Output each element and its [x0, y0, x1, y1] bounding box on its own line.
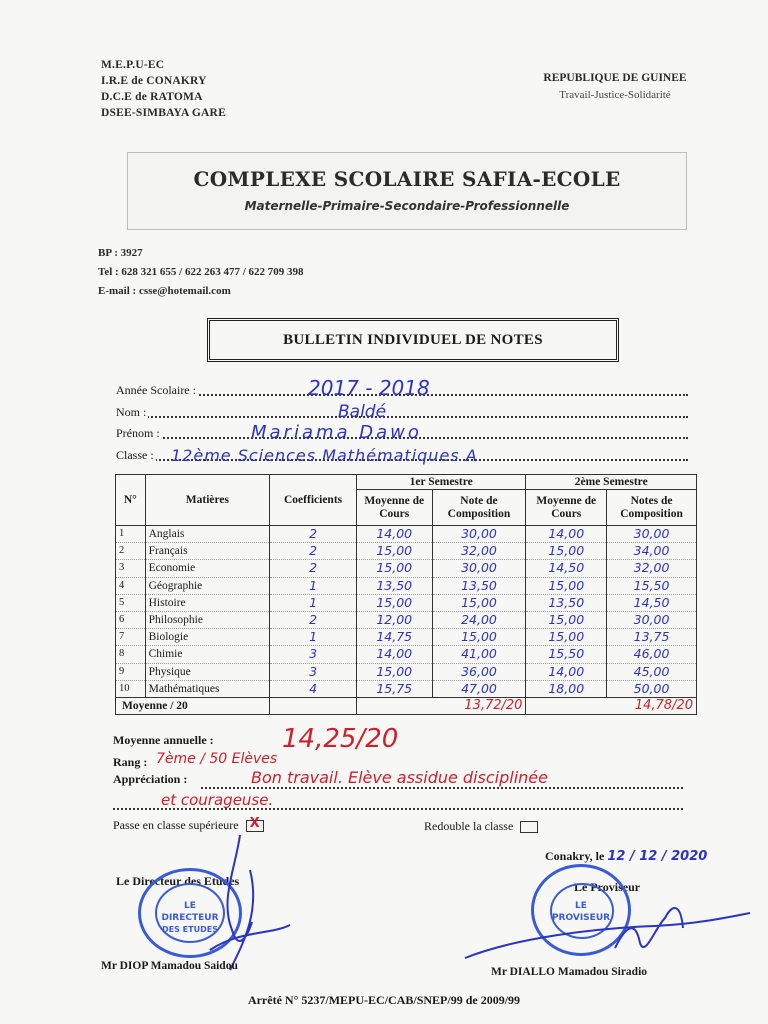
annee-label: Année Scolaire :	[116, 383, 196, 397]
appreciation-row-2	[113, 791, 683, 813]
prenom-label: Prénom :	[116, 426, 160, 440]
nom-value: Baldé	[338, 402, 387, 422]
row-s2-comp: 30,00	[607, 611, 697, 628]
ire-line: I.R.E de CONAKRY	[101, 75, 207, 87]
classe-label: Classe :	[116, 448, 154, 462]
row-s2-cours: 14,00	[526, 526, 607, 543]
average-label: Moyenne / 20	[116, 697, 270, 714]
country-name: REPUBLIQUE DE GUINEE	[543, 72, 687, 84]
appreciation-line1: Bon travail. Elève assidue disciplinée	[251, 768, 548, 787]
row-number: 10	[116, 680, 146, 697]
row-s2-comp: 30,00	[607, 526, 697, 543]
redouble-checkbox[interactable]	[520, 821, 538, 833]
row-subject: Anglais	[145, 526, 270, 543]
school-contact	[98, 244, 304, 301]
row-s2-comp: 45,00	[607, 663, 697, 680]
row-s1-comp: 41,00	[432, 646, 526, 663]
dsee-line: DSEE-SIMBAYA GARE	[101, 107, 226, 119]
row-s2-cours: 14,50	[526, 560, 607, 577]
footer-decree: Arrêté N° 5237/MEPU-EC/CAB/SNEP/99 de 2009/99	[247, 993, 521, 1007]
contact-bp: BP : 3927	[98, 247, 143, 259]
row-number: 3	[116, 560, 146, 577]
row-s1-comp: 47,00	[432, 680, 526, 697]
header-sem2: 2ème Semestre	[526, 475, 697, 490]
annee-value: 2017 - 2018	[308, 376, 430, 400]
row-coefficient: 2	[270, 526, 357, 543]
nom-row	[116, 400, 688, 422]
header-s2-moy: Moyenne de Cours	[526, 490, 607, 526]
row-s1-cours: 15,00	[356, 663, 432, 680]
proviseur-signature	[455, 888, 755, 978]
passe-checkbox[interactable]: X	[246, 820, 264, 832]
table-row	[116, 594, 697, 611]
average-row	[116, 697, 697, 714]
row-subject: Biologie	[145, 629, 270, 646]
row-coefficient: 4	[270, 680, 357, 697]
school-banner	[127, 152, 687, 230]
row-subject: Histoire	[145, 594, 270, 611]
rang-label: Rang :	[113, 755, 148, 769]
appreciation-row	[113, 768, 683, 792]
table-row	[116, 560, 697, 577]
header-s1-moy: Moyenne de Cours	[356, 490, 432, 526]
country-header	[525, 70, 705, 104]
row-s2-cours: 15,00	[526, 629, 607, 646]
row-subject: Français	[145, 543, 270, 560]
redouble-label: Redouble la classe	[424, 819, 514, 833]
row-number: 4	[116, 577, 146, 594]
directeur-title: Le Directeur des Etudes	[116, 874, 240, 888]
header-sem1: 1er Semestre	[356, 475, 525, 490]
table-row	[116, 646, 697, 663]
passe-label: Passe en classe supérieure	[113, 818, 239, 832]
row-s1-comp: 15,00	[432, 594, 526, 611]
row-number: 8	[116, 646, 146, 663]
appreciation-line2: et courageuse.	[161, 791, 274, 809]
row-subject: Economie	[145, 560, 270, 577]
row-coefficient: 3	[270, 663, 357, 680]
annee-row	[116, 378, 688, 400]
header-coef: Coefficients	[270, 475, 357, 526]
school-name: COMPLEXE SCOLAIRE SAFIA-ECOLE	[193, 167, 621, 191]
s1-average: 13,72/20	[356, 697, 525, 714]
row-s2-comp: 13,75	[607, 629, 697, 646]
header-matiere: Matières	[145, 475, 270, 526]
table-row	[116, 680, 697, 697]
proviseur-stamp: LE PROVISEUR	[531, 864, 631, 956]
row-s2-comp: 46,00	[607, 646, 697, 663]
contact-tel: Tel : 628 321 655 / 622 263 477 / 622 709 398	[98, 266, 304, 278]
row-s1-comp: 36,00	[432, 663, 526, 680]
annuelle-label: Moyenne annuelle :	[113, 733, 214, 747]
date-label: Conakry, le	[545, 849, 605, 863]
directeur-signature	[150, 830, 310, 980]
grades-table	[115, 474, 697, 715]
row-s1-comp: 24,00	[432, 611, 526, 628]
row-s2-comp: 14,50	[607, 594, 697, 611]
row-coefficient: 3	[270, 646, 357, 663]
row-s1-comp: 32,00	[432, 543, 526, 560]
directeur-stamp: LE DIRECTEUR DES ETUDES	[138, 868, 242, 958]
row-number: 6	[116, 611, 146, 628]
row-subject: Chimie	[145, 646, 270, 663]
row-number: 7	[116, 629, 146, 646]
row-s1-cours: 14,75	[356, 629, 432, 646]
row-s2-cours: 14,00	[526, 663, 607, 680]
row-s2-cours: 15,00	[526, 611, 607, 628]
prenom-row	[116, 421, 688, 443]
row-s1-cours: 14,00	[356, 646, 432, 663]
date-line	[545, 849, 707, 864]
table-row	[116, 611, 697, 628]
date-value: 12 / 12 / 2020	[607, 849, 708, 864]
row-s1-cours: 15,75	[356, 680, 432, 697]
row-coefficient: 1	[270, 577, 357, 594]
row-number: 5	[116, 594, 146, 611]
table-row	[116, 526, 697, 543]
rang-value: 7ème / 50 Elèves	[156, 751, 278, 767]
row-s2-comp: 50,00	[607, 680, 697, 697]
s2-average: 14,78/20	[526, 697, 697, 714]
grade-rows	[116, 526, 697, 698]
document-title: BULLETIN INDIVIDUEL DE NOTES	[207, 318, 619, 362]
row-subject: Physique	[145, 663, 270, 680]
table-row	[116, 577, 697, 594]
row-number: 9	[116, 663, 146, 680]
row-s2-comp: 15,50	[607, 577, 697, 594]
row-s1-cours: 15,00	[356, 560, 432, 577]
contact-email: E-mail : csse@hotemail.com	[98, 285, 231, 297]
row-s2-comp: 34,00	[607, 543, 697, 560]
row-coefficient: 2	[270, 543, 357, 560]
directeur-name: Mr DIOP Mamadou Saidou	[101, 960, 238, 972]
header-s1-comp: Note de Composition	[432, 490, 526, 526]
proviseur-title: Le Proviseur	[574, 880, 641, 894]
row-coefficient: 2	[270, 611, 357, 628]
classe-value: 12ème Sciences Mathématiques A	[171, 446, 478, 465]
proviseur-name: Mr DIALLO Mamadou Siradio	[491, 966, 648, 978]
classe-row	[116, 443, 688, 465]
row-s2-cours: 15,50	[526, 646, 607, 663]
appreciation-label: Appréciation :	[113, 772, 188, 786]
table-row	[116, 663, 697, 680]
annuelle-value: 14,25/20	[282, 724, 399, 754]
country-motto: Travail-Justice-Solidarité	[559, 89, 671, 101]
row-s1-cours: 13,50	[356, 577, 432, 594]
row-coefficient: 2	[270, 560, 357, 577]
row-s1-comp: 30,00	[432, 526, 526, 543]
row-s2-cours: 13,50	[526, 594, 607, 611]
row-subject: Géographie	[145, 577, 270, 594]
redouble-option	[424, 819, 538, 834]
row-s2-cours: 15,00	[526, 577, 607, 594]
nom-label: Nom :	[116, 405, 147, 419]
row-s1-comp: 30,00	[432, 560, 526, 577]
row-number: 1	[116, 526, 146, 543]
header-no: N°	[116, 475, 146, 526]
row-s1-cours: 15,00	[356, 543, 432, 560]
row-s1-cours: 15,00	[356, 594, 432, 611]
row-s2-cours: 15,00	[526, 543, 607, 560]
header-s2-comp: Notes de Composition	[607, 490, 697, 526]
school-levels: Maternelle-Primaire-Secondaire-Professionnelle	[244, 199, 570, 213]
row-s2-cours: 18,00	[526, 680, 607, 697]
row-coefficient: 1	[270, 629, 357, 646]
ministry-line: M.E.P.U-EC	[101, 59, 165, 71]
row-subject: Philosophie	[145, 611, 270, 628]
row-number: 2	[116, 543, 146, 560]
dce-line: D.C.E de RATOMA	[101, 91, 203, 103]
prenom-value: Mariama Dawo	[251, 422, 422, 443]
row-subject: Mathématiques	[145, 680, 270, 697]
row-s1-cours: 12,00	[356, 611, 432, 628]
table-row	[116, 543, 697, 560]
row-s1-comp: 15,00	[432, 629, 526, 646]
ministry-header	[101, 57, 226, 121]
row-s2-comp: 32,00	[607, 560, 697, 577]
row-s1-cours: 14,00	[356, 526, 432, 543]
row-s1-comp: 13,50	[432, 577, 526, 594]
table-row	[116, 629, 697, 646]
row-coefficient: 1	[270, 594, 357, 611]
